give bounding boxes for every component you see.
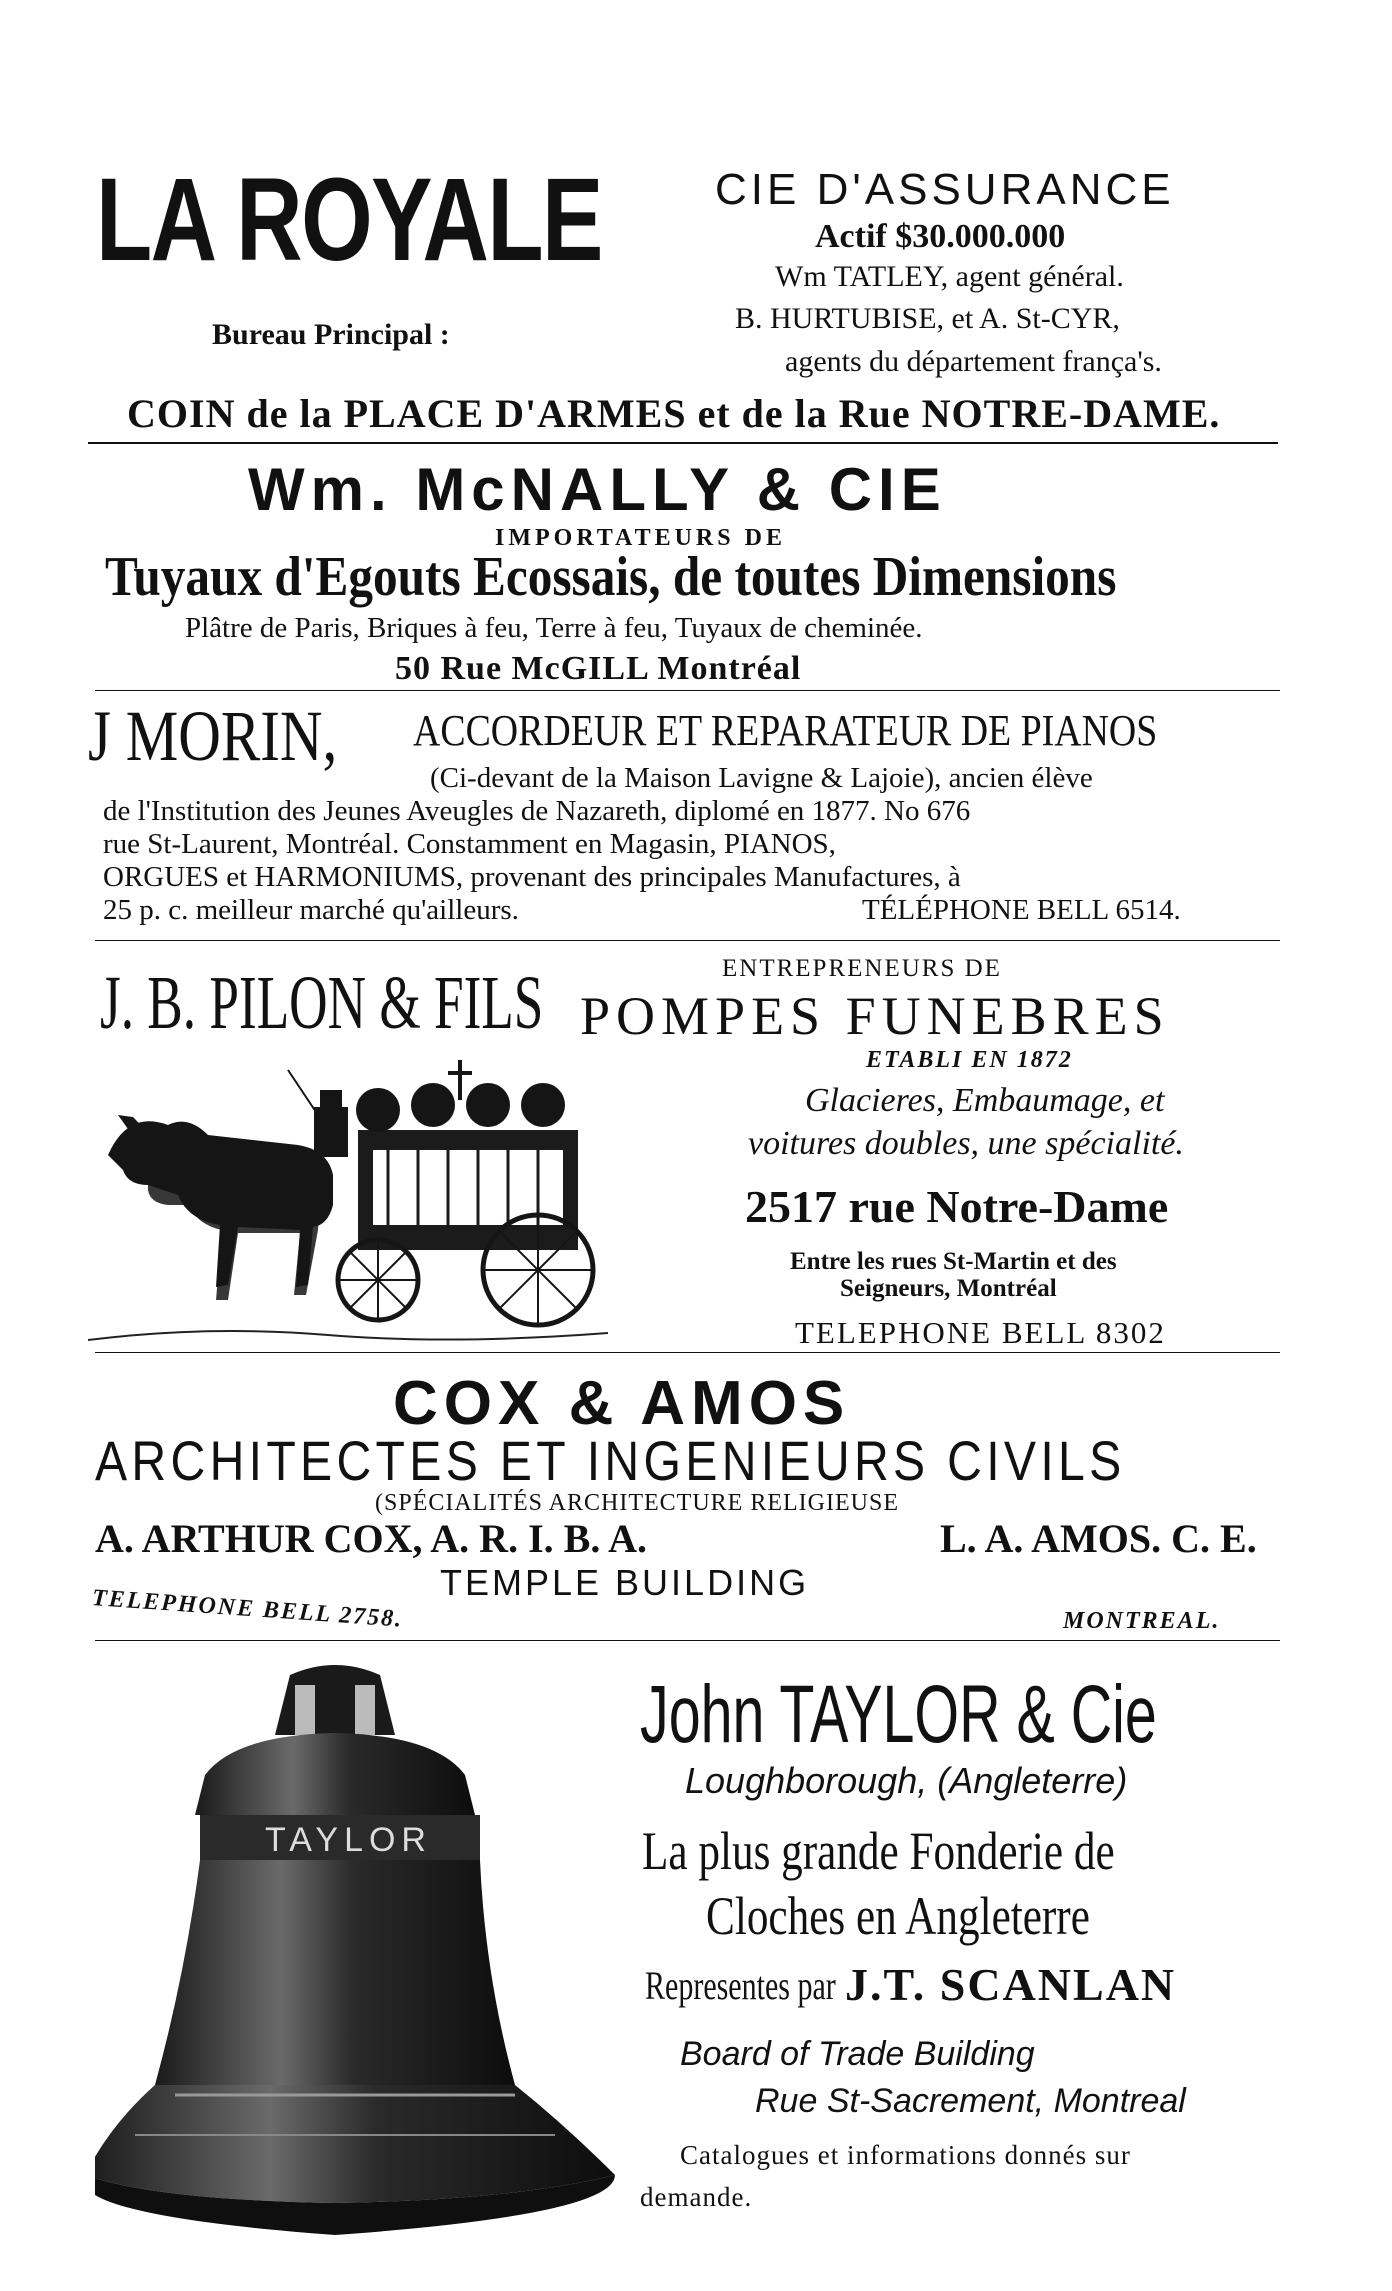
body-line-4: ORGUES et HARMONIUMS, provenant des principales Manufactures, à xyxy=(103,861,961,893)
general-agent: Wm TATLEY, agent général. xyxy=(775,260,1124,293)
agents-line-1: B. HURTUBISE, et A. St-CYR, xyxy=(735,302,1120,335)
divider xyxy=(88,442,1278,444)
body-line-2: de l'Institution des Jeunes Aveugles de Nazareth, diplomé en 1877. No 676 xyxy=(103,795,971,827)
agents-line-2: agents du département frança's. xyxy=(785,345,1162,378)
horse-drawn-hearse-illustration xyxy=(88,1055,728,1345)
building-name: TEMPLE BUILDING xyxy=(440,1562,810,1603)
telephone: TELEPHONE BELL 8302 xyxy=(795,1315,1166,1350)
profession: ARCHITECTES ET INGENIEURS CIVILS xyxy=(95,1429,1126,1492)
body-line-1: (Ci-devant de la Maison Lavigne & Lajoie), ancien élève xyxy=(430,762,1093,794)
partner-cox: A. ARTHUR COX, A. R. I. B. A. xyxy=(95,1516,647,1561)
street-address: Rue St-Sacrement, Montreal xyxy=(755,2082,1186,2120)
entrepreneurs-label: ENTREPRENEURS DE xyxy=(722,955,1002,982)
building-name: Board of Trade Building xyxy=(680,2035,1035,2073)
telephone: TELEPHONE BELL 2758. xyxy=(91,1585,405,1633)
catalogue-line-2: demande. xyxy=(640,2182,753,2212)
assets-line: Actif $30.000.000 xyxy=(815,218,1066,255)
tagline-line-2: Cloches en Angleterre xyxy=(706,1886,1090,1946)
divider xyxy=(95,1352,1280,1353)
divider xyxy=(95,690,1280,691)
specialty-line-2: voitures doubles, une spécialité. xyxy=(748,1125,1184,1162)
profession: ACCORDEUR ET REPARATEUR DE PIANOS xyxy=(413,706,1158,755)
ad-title: John TAYLOR & Cie xyxy=(640,1669,1157,1760)
ad-title: COX & AMOS xyxy=(393,1369,851,1438)
ad-title: Wm. McNALLY & CIE xyxy=(248,456,947,523)
bell-inscription: TAYLOR xyxy=(265,1821,432,1859)
specialty: (SPÉCIALITÉS ARCHITECTURE RELIGIEUSE xyxy=(375,1490,899,1516)
specialty-line-1: Glacieres, Embaumage, et xyxy=(805,1082,1165,1119)
company-type: CIE D'ASSURANCE xyxy=(715,165,1175,214)
ad-title: LA ROYALE xyxy=(96,154,602,286)
office-address: COIN de la PLACE D'ARMES et de la Rue NOTRE-DAME. xyxy=(127,391,1221,436)
location: Loughborough, (Angleterre) xyxy=(685,1760,1128,1801)
representative-name: J.T. SCANLAN xyxy=(845,1959,1177,2010)
established-line: ETABLI EN 1872 xyxy=(866,1047,1073,1073)
materials-line: Plâtre de Paris, Briques à feu, Terre à feu, Tuyaux de cheminée. xyxy=(185,612,923,644)
ad-title: J MORIN, xyxy=(88,696,338,776)
partner-amos: L. A. AMOS. C. E. xyxy=(940,1516,1257,1561)
store-address: 50 Rue McGILL Montréal xyxy=(395,650,802,687)
divider xyxy=(95,1640,1280,1641)
importers-label: IMPORTATEURS DE xyxy=(495,525,786,551)
city: MONTREAL. xyxy=(1063,1608,1221,1634)
telephone: TÉLÉPHONE BELL 6514. xyxy=(862,894,1181,926)
body-line-5: 25 p. c. meilleur marché qu'ailleurs. xyxy=(103,894,519,926)
head-office-label: Bureau Principal : xyxy=(212,318,450,351)
tagline-line-1: La plus grande Fonderie de xyxy=(642,1821,1115,1881)
cross-streets-line-2: Seigneurs, Montréal xyxy=(840,1275,1057,1302)
cross-streets-line-1: Entre les rues St-Martin et des xyxy=(790,1248,1117,1275)
street-address: 2517 rue Notre-Dame xyxy=(745,1181,1169,1232)
ad-title: J. B. PILON & FILS xyxy=(100,961,544,1045)
represented-by-label: Representes par xyxy=(645,1963,836,2008)
church-bell-illustration xyxy=(95,1655,635,2280)
product-line: Tuyaux d'Egouts Ecossais, de toutes Dimensions xyxy=(105,546,1117,608)
divider xyxy=(95,940,1280,941)
body-line-3: rue St-Laurent, Montréal. Constamment en Magasin, PIANOS, xyxy=(103,828,836,860)
service-title: POMPES FUNEBRES xyxy=(580,986,1170,1046)
catalogue-line-1: Catalogues et informations donnés sur xyxy=(680,2140,1131,2170)
